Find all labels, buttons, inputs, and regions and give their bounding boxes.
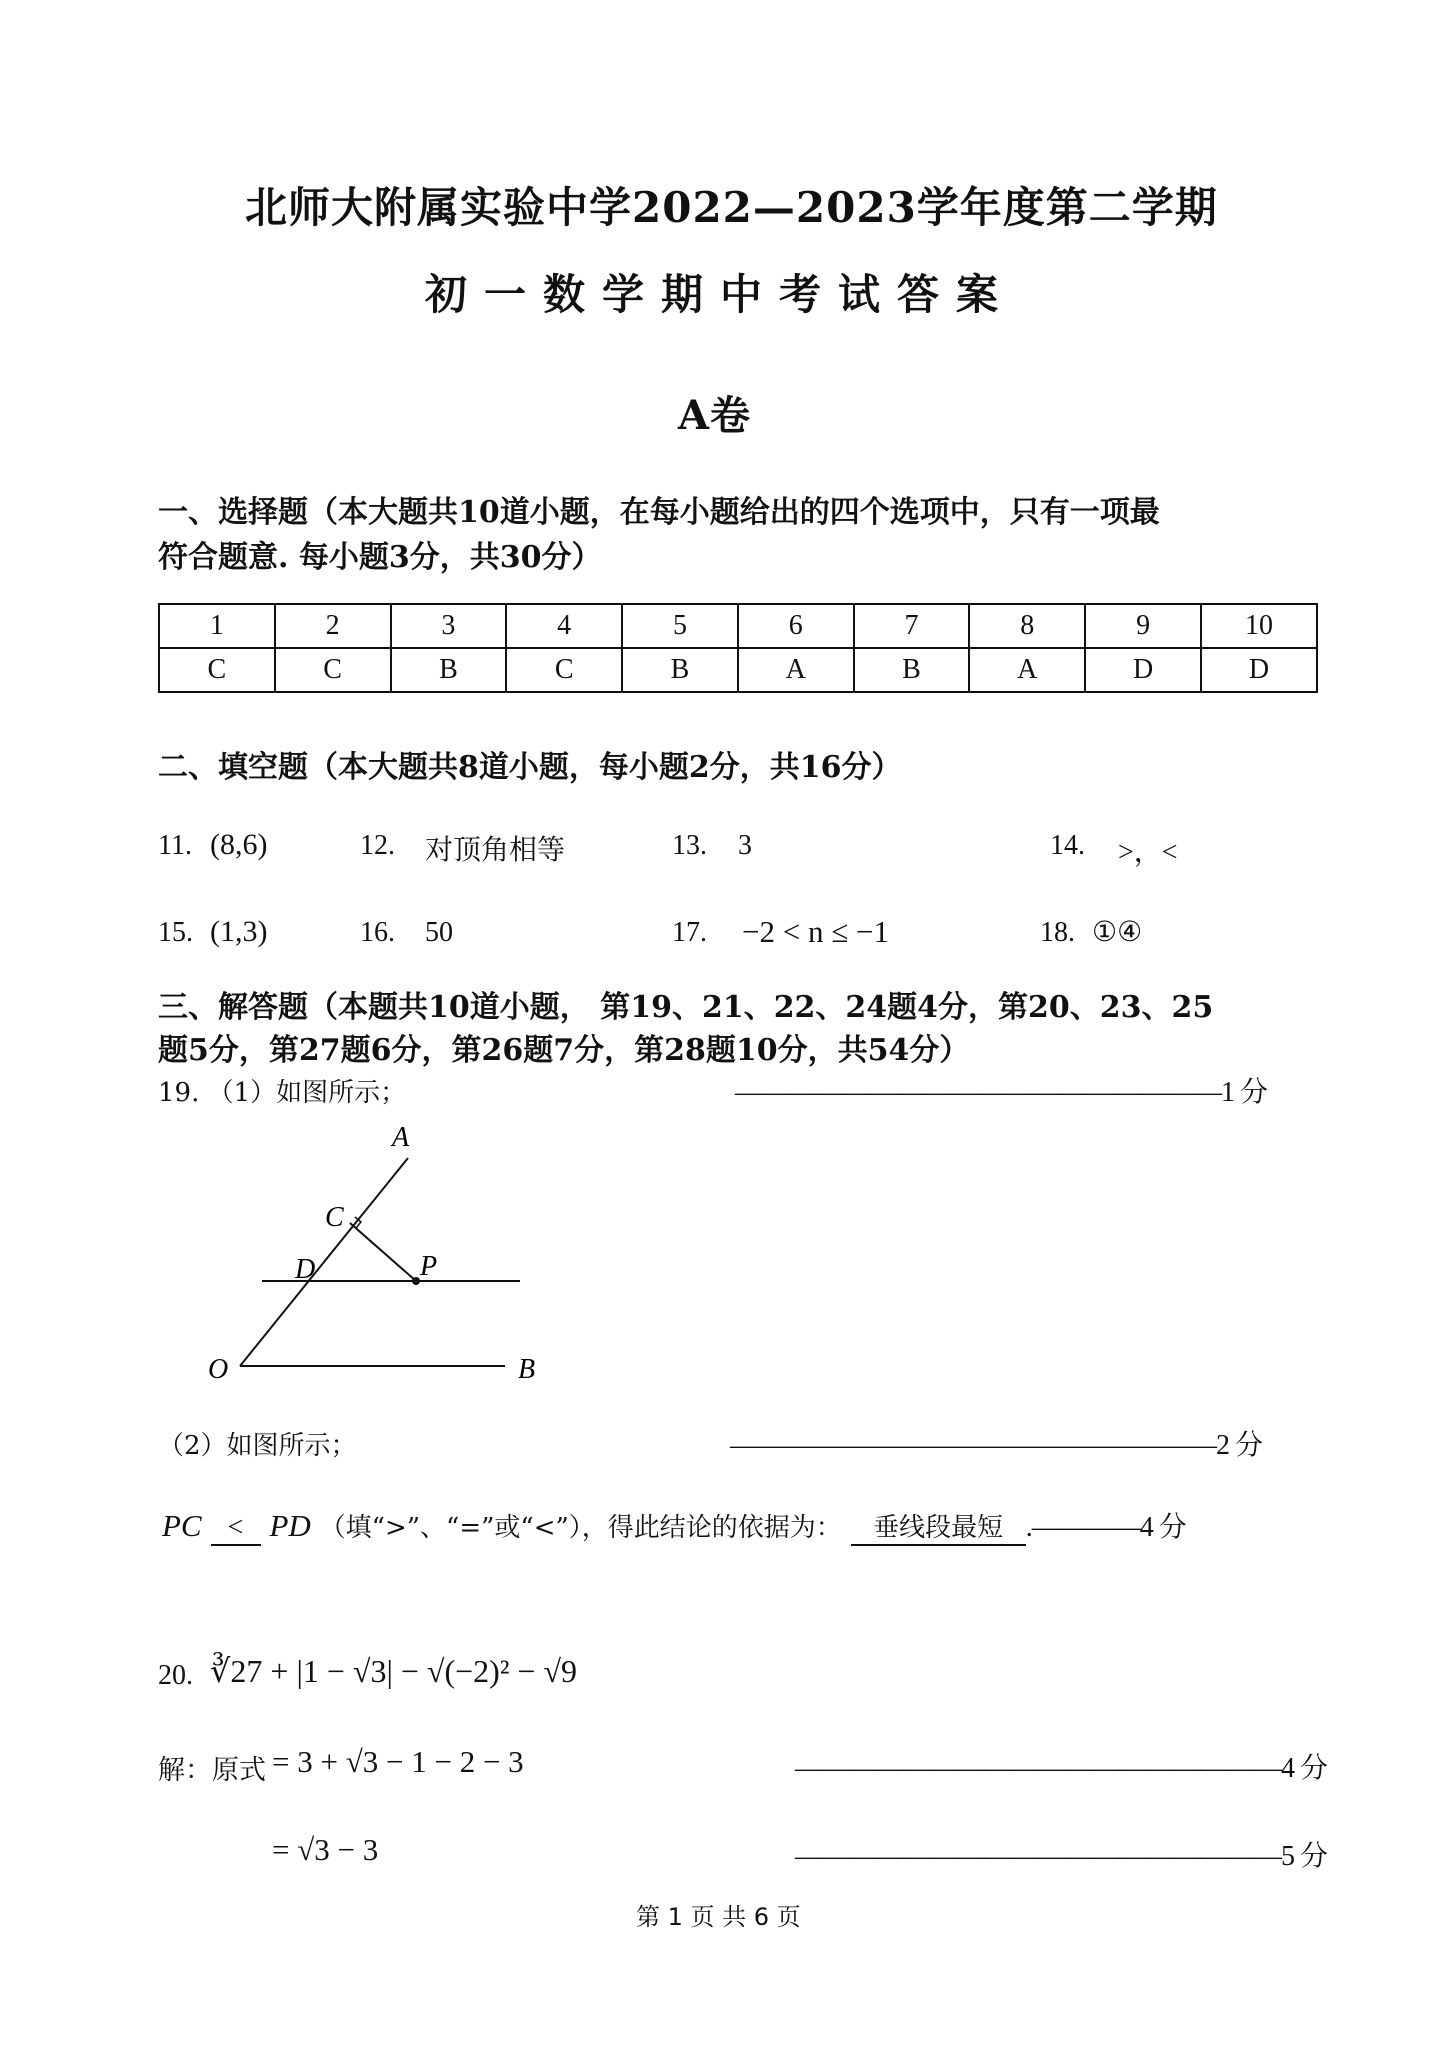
section-a-title: A卷 [678,392,752,439]
table-cell: 10 [1201,604,1317,648]
reason-blank: 垂线段最短 [851,1507,1026,1546]
point-p [412,1277,420,1285]
q20-score2: ——————————————————5 分 [795,1841,1328,1872]
table-cell: B [854,648,970,692]
fill-num-16: 16. [360,917,395,948]
q20-number: 20. [158,1660,193,1691]
table-cell: 9 [1085,604,1201,648]
table-cell: C [275,648,391,692]
q19-line1: 19. （1）如图所示； [158,1078,407,1108]
table-cell: 8 [969,604,1085,648]
part1-heading-line2: 符合题意. 每小题3分，共30分） [158,540,602,575]
page-title-line2: 初一数学期中考试答案 [425,270,1016,319]
answer-table-answer-row [159,648,1317,692]
table-cell: 5 [622,604,738,648]
fill-ans-16: 50 [425,917,453,948]
part3-heading-line1: 三、解答题（本题共10道小题， 第19、21、22、24题4分，第20、23、25 [158,990,1214,1025]
label-b: B [518,1354,536,1385]
fill-ans-15: (1,3) [210,915,268,948]
q19-conclusion-line [162,1505,1186,1546]
fill-num-14: 14. [1050,830,1085,861]
q20-expression: ∛27 + |1 − √3| − √(−2)² − √9 [210,1653,578,1689]
part3-heading-line2: 题5分，第27题6分，第26题7分，第28题10分，共54分） [158,1033,970,1068]
ray-oa [240,1158,408,1366]
table-cell: C [159,648,275,692]
fill-ans-18: ①④ [1092,915,1143,948]
fill-num-17: 17. [672,917,707,948]
comparison-blank: < [211,1512,261,1546]
q20-solution-prefix: 解：原式 [158,1755,266,1786]
fill-ans-12: 对顶角相等 [425,833,566,866]
q19-score2: ——————————————————2 分 [730,1430,1263,1461]
pd-label: PD [269,1508,311,1543]
pc-label: PC [162,1508,202,1543]
table-cell: D [1201,648,1317,692]
q19-figure [200,1118,560,1408]
q19-score1: ——————————————————1 分 [735,1077,1268,1108]
fill-ans-11: (8,6) [210,828,268,861]
fill-num-12: 12. [360,830,395,861]
label-p: P [420,1251,438,1282]
table-cell: A [969,648,1085,692]
table-cell: 2 [275,604,391,648]
answer-table [158,603,1318,693]
table-cell: 4 [506,604,622,648]
table-cell: 7 [854,604,970,648]
table-cell: 6 [738,604,854,648]
table-cell: B [391,648,507,692]
table-cell: C [506,648,622,692]
q20-score1: ——————————————————4 分 [795,1753,1328,1784]
q19-score3: .————4 分 [1025,1512,1186,1543]
answer-table-number-row [159,604,1317,648]
page-title-line1: 北师大附属实验中学2022—2023学年度第二学期 [245,183,1218,232]
table-cell: 1 [159,604,275,648]
table-cell: B [622,648,738,692]
fill-ans-17: −2 < n ≤ −1 [742,914,889,949]
fill-num-15: 15. [158,917,193,948]
fill-num-13: 13. [672,830,707,861]
label-o: O [208,1354,229,1385]
label-d: D [295,1254,316,1285]
q20-solution-step1: = 3 + √3 − 1 − 2 − 3 [272,1744,524,1779]
table-cell: A [738,648,854,692]
fill-ans-13: 3 [738,830,752,861]
label-a: A [392,1122,410,1153]
q20-solution-step2: = √3 − 3 [272,1832,379,1867]
conclusion-text: （填“>”、“=”或“<”），得此结论的依据为： [319,1513,842,1543]
fill-num-11: 11. [158,830,192,861]
fill-num-18: 18. [1040,917,1075,948]
segment-cp [350,1223,416,1281]
part1-heading-line1: 一、选择题（本大题共10道小题，在每小题给出的四个选项中，只有一项最 [158,495,1160,530]
part2-heading: 二、填空题（本大题共8道小题，每小题2分，共16分） [158,750,902,785]
label-c: C [325,1202,344,1233]
fill-ans-14: >，< [1118,837,1178,868]
page-footer: 第 1 页 共 6 页 [636,1903,801,1931]
table-cell: 3 [391,604,507,648]
table-cell: D [1085,648,1201,692]
q19-line2: （2）如图所示； [158,1431,357,1461]
